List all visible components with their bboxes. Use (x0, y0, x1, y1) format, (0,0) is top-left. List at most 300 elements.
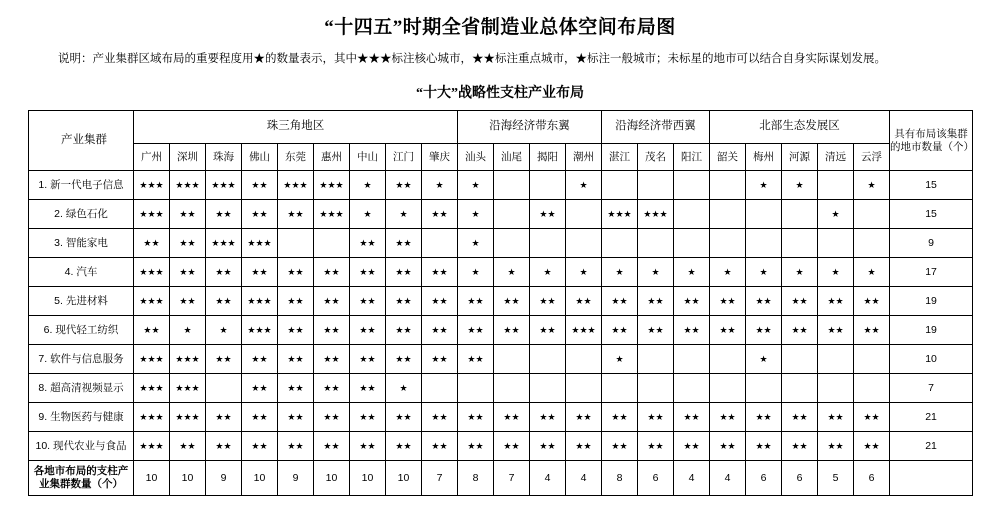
total-cell: 8 (458, 461, 494, 496)
mark-cell: ★★ (818, 316, 854, 345)
mark-cell: ★★ (422, 287, 458, 316)
mark-cell (494, 171, 530, 200)
mark-cell (782, 345, 818, 374)
cluster-label: 8. 超高清视频显示 (29, 374, 134, 403)
total-row-label: 各地市布局的支柱产业集群数量（个） (29, 461, 134, 496)
mark-cell (530, 345, 566, 374)
mark-cell: ★★ (170, 432, 206, 461)
cluster-city-count: 15 (890, 200, 973, 229)
mark-cell: ★ (458, 258, 494, 287)
section-title: “十大”战略性支柱产业布局 (416, 86, 584, 101)
mark-cell (602, 229, 638, 258)
mark-cell: ★★ (242, 171, 278, 200)
cluster-city-count: 21 (890, 403, 973, 432)
mark-cell: ★★ (494, 432, 530, 461)
mark-cell: ★★ (422, 200, 458, 229)
legend-note: 说明：产业集群区域布局的重要程度用★的数量表示，其中★★★标注核心城市，★★标注重点城市，★标注一般城市；未标星的地市可以结合自身实际谋划发展。 (58, 53, 886, 65)
mark-cell (818, 345, 854, 374)
city-header-yunfu: 云浮 (854, 144, 890, 171)
mark-cell: ★★★ (134, 200, 170, 229)
mark-cell: ★★ (206, 432, 242, 461)
city-header-shenzhen: 深圳 (170, 144, 206, 171)
city-header-yangjiang: 阳江 (674, 144, 710, 171)
corner-label: 产业集群 (61, 133, 107, 146)
mark-cell: ★ (530, 258, 566, 287)
cluster-city-count: 7 (890, 374, 973, 403)
mark-cell (674, 374, 710, 403)
city-header-dongguan: 东莞 (278, 144, 314, 171)
total-cell: 7 (494, 461, 530, 496)
mark-cell: ★★ (242, 345, 278, 374)
mark-cell (638, 374, 674, 403)
total-cell: 10 (134, 461, 170, 496)
mark-cell (494, 345, 530, 374)
region-group-header: 珠三角地区 (134, 111, 458, 144)
total-cell: 6 (638, 461, 674, 496)
mark-cell: ★★ (854, 432, 890, 461)
mark-cell: ★ (854, 258, 890, 287)
region-group-header: 沿海经济带西翼 (602, 111, 710, 144)
mark-cell: ★★ (782, 316, 818, 345)
total-cell: 10 (314, 461, 350, 496)
mark-cell (458, 374, 494, 403)
table-head (29, 111, 973, 171)
mark-cell (206, 374, 242, 403)
cluster-city-count: 15 (890, 171, 973, 200)
cluster-city-count: 19 (890, 287, 973, 316)
mark-cell (494, 229, 530, 258)
mark-cell: ★★★ (314, 200, 350, 229)
city-header-huizhou: 惠州 (314, 144, 350, 171)
mark-cell (530, 374, 566, 403)
mark-cell: ★★ (494, 316, 530, 345)
mark-cell: ★★ (530, 287, 566, 316)
mark-cell (818, 229, 854, 258)
total-cell: 6 (782, 461, 818, 496)
mark-cell: ★★ (494, 287, 530, 316)
mark-cell: ★★ (206, 200, 242, 229)
mark-cell: ★ (458, 171, 494, 200)
mark-cell: ★★ (566, 403, 602, 432)
mark-cell (422, 374, 458, 403)
total-cell: 10 (350, 461, 386, 496)
mark-cell: ★★★ (134, 345, 170, 374)
mark-cell: ★★ (638, 403, 674, 432)
total-cell: 4 (674, 461, 710, 496)
total-cell: 7 (422, 461, 458, 496)
table-total-row (29, 461, 973, 496)
mark-cell: ★★ (458, 287, 494, 316)
table-corner-cell (29, 111, 134, 171)
mark-cell: ★★ (530, 432, 566, 461)
mark-cell (818, 171, 854, 200)
mark-cell: ★★ (422, 258, 458, 287)
mark-cell: ★★ (746, 316, 782, 345)
mark-cell: ★ (170, 316, 206, 345)
mark-cell: ★★ (746, 432, 782, 461)
mark-cell: ★★ (206, 287, 242, 316)
mark-cell: ★★ (458, 345, 494, 374)
mark-cell: ★★ (206, 345, 242, 374)
mark-cell: ★★ (170, 258, 206, 287)
mark-cell: ★★ (458, 403, 494, 432)
mark-cell: ★★ (602, 287, 638, 316)
city-header-zhuhai: 珠海 (206, 144, 242, 171)
mark-cell (710, 229, 746, 258)
mark-cell: ★ (458, 229, 494, 258)
table-row (29, 258, 973, 287)
mark-cell: ★★ (350, 432, 386, 461)
city-header-zhaoqing: 肇庆 (422, 144, 458, 171)
mark-cell: ★ (818, 258, 854, 287)
mark-cell (746, 200, 782, 229)
total-cell: 10 (242, 461, 278, 496)
mark-cell: ★★ (242, 403, 278, 432)
industry-layout-table (28, 110, 973, 496)
city-header-chaozhou: 潮州 (566, 144, 602, 171)
mark-cell: ★★ (278, 287, 314, 316)
city-header-shanwei: 汕尾 (494, 144, 530, 171)
cluster-label: 9. 生物医药与健康 (29, 403, 134, 432)
mark-cell (530, 171, 566, 200)
mark-cell: ★★ (134, 316, 170, 345)
mark-cell: ★★★ (206, 171, 242, 200)
mark-cell: ★★★ (638, 200, 674, 229)
mark-cell: ★★ (674, 403, 710, 432)
mark-cell: ★ (566, 258, 602, 287)
mark-cell: ★★ (458, 432, 494, 461)
mark-cell: ★★ (602, 316, 638, 345)
table-row (29, 200, 973, 229)
mark-cell (566, 345, 602, 374)
mark-cell: ★★★ (566, 316, 602, 345)
mark-cell: ★★ (782, 432, 818, 461)
cluster-city-count: 9 (890, 229, 973, 258)
mark-cell: ★★ (530, 200, 566, 229)
mark-cell: ★★ (674, 287, 710, 316)
mark-cell: ★★ (818, 403, 854, 432)
total-cell: 4 (566, 461, 602, 496)
mark-cell: ★★ (818, 287, 854, 316)
mark-cell: ★★ (566, 287, 602, 316)
mark-cell: ★★ (242, 200, 278, 229)
mark-cell: ★★ (602, 432, 638, 461)
region-group-header: 沿海经济带东翼 (458, 111, 602, 144)
mark-cell: ★★ (278, 345, 314, 374)
mark-cell: ★ (746, 345, 782, 374)
mark-cell: ★★ (386, 316, 422, 345)
mark-cell: ★★ (422, 345, 458, 374)
mark-cell: ★ (782, 258, 818, 287)
total-cell: 6 (746, 461, 782, 496)
mark-cell: ★ (674, 258, 710, 287)
mark-cell: ★ (746, 171, 782, 200)
city-header-shaoguan: 韶关 (710, 144, 746, 171)
mark-cell: ★★ (350, 316, 386, 345)
mark-cell: ★★★ (134, 374, 170, 403)
table-row (29, 374, 973, 403)
mark-cell: ★★ (134, 229, 170, 258)
total-cell: 10 (170, 461, 206, 496)
mark-cell: ★★ (206, 258, 242, 287)
mark-cell: ★ (782, 171, 818, 200)
total-cell: 4 (530, 461, 566, 496)
mark-cell: ★★★ (170, 403, 206, 432)
mark-cell: ★★ (170, 287, 206, 316)
mark-cell: ★★ (782, 287, 818, 316)
city-header-zhongshan: 中山 (350, 144, 386, 171)
mark-cell (602, 374, 638, 403)
mark-cell: ★★ (422, 432, 458, 461)
mark-cell: ★ (746, 258, 782, 287)
city-header-maoming: 茂名 (638, 144, 674, 171)
mark-cell: ★★ (170, 200, 206, 229)
total-cell: 4 (710, 461, 746, 496)
mark-cell: ★★ (710, 287, 746, 316)
mark-cell: ★★ (746, 403, 782, 432)
city-header-row (29, 144, 973, 171)
mark-cell: ★★ (422, 403, 458, 432)
mark-cell: ★★ (782, 403, 818, 432)
mark-cell: ★★ (350, 345, 386, 374)
mark-cell (638, 345, 674, 374)
mark-cell: ★ (386, 200, 422, 229)
mark-cell: ★★ (530, 316, 566, 345)
mark-cell (638, 229, 674, 258)
mark-cell: ★★ (386, 171, 422, 200)
mark-cell: ★★ (422, 316, 458, 345)
mark-cell: ★★ (674, 432, 710, 461)
mark-cell: ★ (602, 345, 638, 374)
mark-cell (674, 345, 710, 374)
mark-cell: ★★ (818, 432, 854, 461)
mark-cell: ★ (206, 316, 242, 345)
mark-cell: ★★ (314, 345, 350, 374)
mark-cell (854, 229, 890, 258)
city-header-jieyang: 揭阳 (530, 144, 566, 171)
mark-cell (710, 200, 746, 229)
city-header-foshan: 佛山 (242, 144, 278, 171)
mark-cell: ★★★ (206, 229, 242, 258)
mark-cell (422, 229, 458, 258)
mark-cell: ★★ (386, 287, 422, 316)
mark-cell: ★★ (602, 403, 638, 432)
mark-cell: ★★★ (170, 345, 206, 374)
mark-cell: ★ (386, 374, 422, 403)
mark-cell: ★★★ (134, 258, 170, 287)
region-group-header: 北部生态发展区 (710, 111, 890, 144)
mark-cell: ★ (350, 200, 386, 229)
total-cell: 10 (386, 461, 422, 496)
mark-cell: ★★★ (170, 171, 206, 200)
mark-cell: ★★ (350, 229, 386, 258)
mark-cell: ★★★ (134, 171, 170, 200)
mark-cell: ★★★ (602, 200, 638, 229)
mark-cell: ★★★ (242, 287, 278, 316)
total-cell: 9 (278, 461, 314, 496)
mark-cell: ★ (854, 171, 890, 200)
mark-cell (566, 200, 602, 229)
cluster-city-count: 10 (890, 345, 973, 374)
mark-cell: ★★ (242, 258, 278, 287)
mark-cell: ★★ (242, 374, 278, 403)
mark-cell (710, 171, 746, 200)
total-cell: 6 (854, 461, 890, 496)
total-row-empty-cell (890, 461, 973, 496)
mark-cell (818, 374, 854, 403)
mark-cell: ★★ (314, 374, 350, 403)
mark-cell: ★★ (386, 229, 422, 258)
mark-cell: ★ (818, 200, 854, 229)
mark-cell: ★★★ (242, 316, 278, 345)
table-row (29, 229, 973, 258)
mark-cell (782, 229, 818, 258)
cluster-city-count: 21 (890, 432, 973, 461)
cluster-label: 5. 先进材料 (29, 287, 134, 316)
mark-cell: ★★★ (170, 374, 206, 403)
mark-cell (494, 374, 530, 403)
mark-cell: ★★ (206, 403, 242, 432)
table-row (29, 403, 973, 432)
mark-cell (746, 229, 782, 258)
mark-cell (674, 229, 710, 258)
page-title: “十四五”时期全省制造业总体空间布局图 (324, 17, 676, 38)
mark-cell: ★★ (386, 432, 422, 461)
mark-cell: ★★★ (242, 229, 278, 258)
mark-cell: ★★★ (134, 403, 170, 432)
city-header-jiangmen: 江门 (386, 144, 422, 171)
total-cell: 5 (818, 461, 854, 496)
mark-cell: ★★ (854, 287, 890, 316)
mark-cell: ★ (458, 200, 494, 229)
city-header-zhanjiang: 湛江 (602, 144, 638, 171)
mark-cell: ★ (566, 171, 602, 200)
cluster-city-count: 17 (890, 258, 973, 287)
mark-cell: ★★ (278, 432, 314, 461)
mark-cell: ★ (350, 171, 386, 200)
mark-cell: ★ (602, 258, 638, 287)
mark-cell (710, 345, 746, 374)
mark-cell: ★ (710, 258, 746, 287)
mark-cell: ★★ (314, 432, 350, 461)
mark-cell: ★★ (278, 200, 314, 229)
mark-cell: ★★★ (134, 432, 170, 461)
mark-cell (566, 229, 602, 258)
cluster-label: 2. 绿色石化 (29, 200, 134, 229)
mark-cell: ★★ (314, 287, 350, 316)
mark-cell: ★ (638, 258, 674, 287)
table-row (29, 171, 973, 200)
mark-cell: ★★ (638, 316, 674, 345)
mark-cell (314, 229, 350, 258)
table-row (29, 287, 973, 316)
mark-cell: ★★ (278, 316, 314, 345)
region-group-row (29, 111, 973, 144)
mark-cell: ★★ (494, 403, 530, 432)
mark-cell (530, 229, 566, 258)
mark-cell: ★★ (638, 287, 674, 316)
mark-cell (602, 171, 638, 200)
mark-cell: ★★ (386, 345, 422, 374)
mark-cell: ★★ (386, 403, 422, 432)
mark-cell: ★★★ (278, 171, 314, 200)
table-body (29, 171, 973, 496)
city-header-qingyuan: 清远 (818, 144, 854, 171)
mark-cell: ★★ (350, 374, 386, 403)
mark-cell: ★ (422, 171, 458, 200)
mark-cell: ★★ (278, 403, 314, 432)
mark-cell: ★★ (854, 403, 890, 432)
table-row (29, 345, 973, 374)
mark-cell (494, 200, 530, 229)
mark-cell (854, 345, 890, 374)
city-header-meizhou: 梅州 (746, 144, 782, 171)
mark-cell: ★★ (458, 316, 494, 345)
mark-cell: ★★★ (314, 171, 350, 200)
mark-cell: ★★ (314, 316, 350, 345)
cluster-label: 1. 新一代电子信息 (29, 171, 134, 200)
mark-cell (710, 374, 746, 403)
mark-cell (854, 374, 890, 403)
city-header-guangzhou: 广州 (134, 144, 170, 171)
mark-cell (782, 200, 818, 229)
city-header-heyuan: 河源 (782, 144, 818, 171)
mark-cell: ★★ (710, 403, 746, 432)
mark-cell: ★★ (674, 316, 710, 345)
mark-cell: ★★ (710, 432, 746, 461)
mark-cell: ★★ (314, 403, 350, 432)
mark-cell: ★★ (710, 316, 746, 345)
mark-cell: ★★ (386, 258, 422, 287)
cluster-label: 6. 现代轻工纺织 (29, 316, 134, 345)
cluster-city-count: 19 (890, 316, 973, 345)
mark-cell: ★★ (314, 258, 350, 287)
mark-cell (854, 200, 890, 229)
mark-cell: ★★ (638, 432, 674, 461)
mark-cell: ★★ (170, 229, 206, 258)
mark-cell (278, 229, 314, 258)
total-cell: 8 (602, 461, 638, 496)
mark-cell: ★★ (854, 316, 890, 345)
mark-cell: ★ (494, 258, 530, 287)
mark-cell (674, 171, 710, 200)
mark-cell: ★★★ (134, 287, 170, 316)
mark-cell: ★★ (242, 432, 278, 461)
mark-cell: ★★ (350, 403, 386, 432)
cluster-label: 3. 智能家电 (29, 229, 134, 258)
total-column-header: 具有布局该集群的地市数量（个） (890, 111, 973, 171)
mark-cell: ★★ (530, 403, 566, 432)
table-row (29, 432, 973, 461)
cluster-label: 7. 软件与信息服务 (29, 345, 134, 374)
mark-cell: ★★ (278, 258, 314, 287)
mark-cell (674, 200, 710, 229)
mark-cell (782, 374, 818, 403)
city-header-shantou: 汕头 (458, 144, 494, 171)
mark-cell: ★★ (278, 374, 314, 403)
mark-cell (746, 374, 782, 403)
mark-cell: ★★ (350, 258, 386, 287)
mark-cell: ★★ (350, 287, 386, 316)
mark-cell (566, 374, 602, 403)
cluster-label: 4. 汽车 (29, 258, 134, 287)
mark-cell (638, 171, 674, 200)
table-row (29, 316, 973, 345)
mark-cell: ★★ (746, 287, 782, 316)
total-cell: 9 (206, 461, 242, 496)
mark-cell: ★★ (566, 432, 602, 461)
cluster-label: 10. 现代农业与食品 (29, 432, 134, 461)
